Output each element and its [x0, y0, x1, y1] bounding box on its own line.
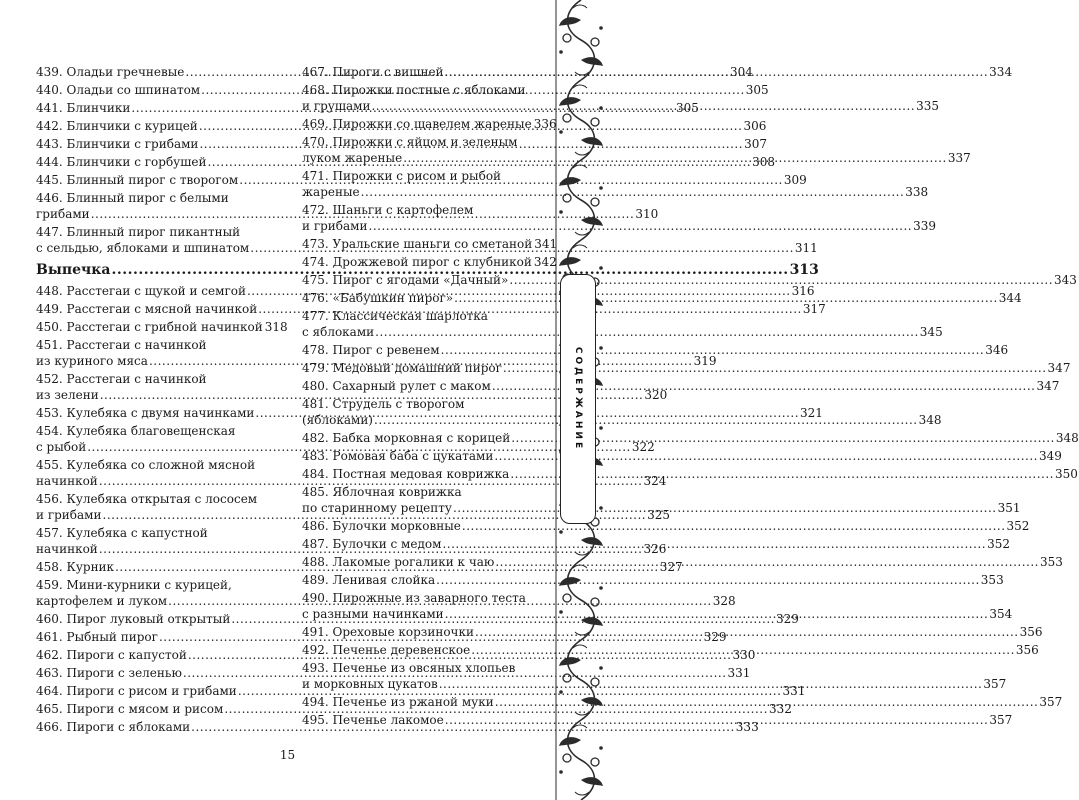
toc-page-number: 305: [676, 101, 699, 115]
toc-page-number: 347: [1047, 361, 1071, 375]
toc-entry-title: и грушами: [302, 99, 371, 113]
toc-entry-title: 457. Кулебяка с капустной: [36, 526, 208, 540]
toc-page-number: 357: [983, 677, 1007, 691]
toc-entry-title: 460. Пирог луковый открытый: [36, 612, 231, 626]
toc-page-number: 309: [783, 173, 807, 187]
toc-entry: [302, 448, 1062, 464]
toc-page-number: 329: [775, 612, 799, 626]
dot-leader: [371, 98, 915, 114]
toc-entry-title: 462. Пироги с капустой: [36, 648, 187, 662]
toc-entry-title: грибами: [36, 207, 90, 221]
toc-entry-title: 465. Пироги с мясом и рисом: [36, 702, 224, 716]
toc-entry-title: 469. Пирожки со щавелем жареные: [302, 117, 532, 131]
toc-entry-title: из зелени: [36, 388, 99, 402]
toc-entry: [302, 572, 1004, 588]
toc-entry-title: и грибами: [36, 508, 102, 522]
toc-page-number: 353: [1039, 555, 1063, 569]
toc-page-number: 335: [916, 99, 940, 113]
toc-entry-title: 490. Пирожные из заварного теста: [302, 591, 526, 605]
toc-page-number: 320: [644, 388, 668, 402]
toc-page-number: 331: [782, 684, 806, 698]
toc-entry-title: 466. Пироги с яблоками: [36, 720, 191, 734]
toc-entry-title: 458. Курник: [36, 560, 115, 574]
toc-entry-title: 461. Рыбный пирог: [36, 630, 158, 644]
toc-entry-title: 447. Блинный пирог пикантный: [36, 225, 241, 239]
toc-entry-title: с разными начинками: [302, 607, 444, 621]
dot-leader: [375, 324, 919, 340]
toc-entry-title: 467. Пироги с вишней: [302, 65, 444, 79]
toc-entry-title: 445. Блинный пирог с творогом: [36, 173, 239, 187]
toc-page-number: 346: [985, 343, 1009, 357]
toc-entry-title: 463. Пироги с зеленью: [36, 666, 182, 680]
toc-page-number: 308: [752, 155, 776, 169]
toc-entry-title: 495. Печенье лакомое: [302, 713, 444, 727]
toc-page-number: 348: [1055, 431, 1079, 445]
dot-leader: [454, 290, 998, 306]
toc-entry-title: (яблоками): [302, 413, 373, 427]
toc-entry-title: 453. Кулебяка с двумя начинками: [36, 406, 255, 420]
toc-entry-title: 473. Уральские шаньги со сметаной: [302, 237, 533, 251]
toc-page-number: 324: [643, 474, 667, 488]
toc-entry-title: с яблоками: [302, 325, 375, 339]
toc-entry-title: 479. Медовый домашний пирог: [302, 361, 502, 375]
toc-entry-title: по старинному рецепту: [302, 501, 452, 515]
toc-page-number: 347: [1036, 379, 1060, 393]
toc-page-number: 352: [987, 537, 1010, 551]
toc-entry-title: 446. Блинный пирог с белыми: [36, 191, 229, 205]
toc-page-number: 322: [631, 440, 655, 454]
toc-entry-title: 452. Расстегаи с начинкой: [36, 372, 207, 386]
toc-entry: [302, 378, 1060, 394]
toc-entry-title: картофелем и луком: [36, 594, 168, 608]
toc-entry-title: 494. Печенье из ржаной муки: [302, 695, 494, 709]
toc-entry: [302, 342, 1009, 358]
toc-page-number: 306: [743, 119, 767, 133]
toc-page-number: 328: [712, 594, 736, 608]
toc-entry-title: 441. Блинчики: [36, 101, 131, 115]
toc-page-number: 357: [1039, 695, 1063, 709]
toc-page-number: 316: [791, 284, 815, 298]
toc-entry-title: 444. Блинчики с горбушей: [36, 155, 207, 169]
toc-entry-title: 485. Яблочная коврижка: [302, 485, 462, 499]
section-side-tab: [560, 274, 596, 524]
toc-entry: [302, 272, 1077, 288]
dot-leader: [445, 606, 989, 622]
toc-page-number: 337: [947, 151, 971, 165]
toc-page-number: 330: [732, 648, 756, 662]
toc-entry: [302, 236, 558, 252]
toc-entry: [36, 319, 286, 335]
toc-page-number: 318: [264, 320, 288, 334]
dot-leader: [442, 536, 986, 552]
toc-entry-title: 482. Бабка морковная с корицей: [302, 431, 511, 445]
toc-page-number: 307: [744, 137, 767, 151]
toc-page-number: 351: [997, 501, 1021, 515]
toc-page-number: 317: [802, 302, 826, 316]
toc-entry-title: 486. Булочки морковные: [302, 519, 461, 533]
toc-entry-title: 443. Блинчики с грибами: [36, 137, 199, 151]
toc-page-number: 339: [913, 219, 937, 233]
toc-page-number: 331: [727, 666, 751, 680]
toc-entry-title: 442. Блинчики с курицей: [36, 119, 198, 133]
toc-page-number: 350: [1054, 467, 1078, 481]
toc-entry-title: 468. Пирожки постные с яблоками: [302, 83, 526, 97]
toc-entry-title: 451. Расстегаи с начинкой: [36, 338, 207, 352]
dot-leader: [374, 412, 918, 428]
dot-leader: [439, 676, 983, 692]
toc-entry-title: 440. Оладьи со шпинатом: [36, 83, 201, 97]
toc-entry-title: и грибами: [302, 219, 368, 233]
toc-entry-title: 484. Постная медовая коврижка: [302, 467, 510, 481]
toc-page-number: 341: [534, 237, 558, 251]
toc-entry-title: 470. Пирожки с яйцом и зеленым: [302, 135, 518, 149]
toc-page-number: 349: [1038, 449, 1062, 463]
toc-page-number: 356: [1015, 643, 1039, 657]
toc-entry-title: 459. Мини-курники с курицей,: [36, 578, 232, 592]
toc-page-number: 342: [533, 255, 557, 269]
toc-entry-title: начинкой: [36, 542, 98, 556]
toc-entry-title: из куриного мяса: [36, 354, 148, 368]
toc-page-number: 333: [735, 720, 759, 734]
toc-entry-title: 491. Ореховые корзиночки: [302, 625, 474, 639]
dot-leader: [361, 184, 905, 200]
toc-entry-title: 481. Струдель с творогом: [302, 397, 465, 411]
toc-entry-title: 477. Классическая шарлотка: [302, 309, 488, 323]
toc-page-number: 321: [800, 406, 823, 420]
toc-page-number: 338: [905, 185, 929, 199]
toc-page-number: 356: [1019, 625, 1043, 639]
side-tab-label: СОДЕРЖАНИЕ: [573, 346, 583, 452]
toc-page-number: 345: [919, 325, 943, 339]
dot-leader: [462, 518, 1006, 534]
toc-entry-title: 455. Кулебяка со сложной мясной: [36, 458, 256, 472]
dot-leader: [369, 218, 913, 234]
toc-page-number: 357: [989, 713, 1013, 727]
toc-page-number: 304: [730, 65, 753, 79]
dot-leader: [445, 712, 989, 728]
toc-entry-title: 489. Ленивая слойка: [302, 573, 436, 587]
toc-entry-title: 471. Пирожки с рисом и рыбой: [302, 169, 502, 183]
toc-entry-title: начинкой: [36, 474, 98, 488]
page-number: 15: [279, 748, 296, 762]
toc-entry-title: 449. Расстегаи с мясной начинкой: [36, 302, 258, 316]
toc-page-number: 354: [989, 607, 1013, 621]
toc-entry: [302, 430, 1079, 446]
toc-entry-title: луком жареные: [302, 151, 403, 165]
toc-entry-title: 450. Расстегаи с грибной начинкой: [36, 320, 263, 334]
toc-entry-title: 483. Ромовая баба с цукатами: [302, 449, 494, 463]
toc-page-number: 310: [635, 207, 659, 221]
toc-entry-title: и морковных цукатов: [302, 677, 438, 691]
toc-entry-title: с рыбой: [36, 440, 87, 454]
toc-entry-title: 464. Пироги с рисом и грибами: [36, 684, 237, 698]
toc-page-number: 329: [703, 630, 727, 644]
toc-entry-title: 478. Пирог с ревенем: [302, 343, 440, 357]
toc-page-number: 348: [918, 413, 942, 427]
toc-entry: [302, 116, 557, 132]
toc-entry-title: жареные: [302, 185, 360, 199]
toc-page-number: 352: [1006, 519, 1030, 533]
toc-page-number: 325: [647, 508, 671, 522]
toc-entry-title: 487. Булочки с медом: [302, 537, 442, 551]
toc-entry-title: Выпечка: [36, 262, 111, 278]
toc-page-number: 327: [659, 560, 683, 574]
toc-entry-title: 472. Шаньги с картофелем: [302, 203, 474, 217]
toc-page-number: 311: [794, 241, 818, 255]
toc-entry-title: 488. Лакомые рогалики к чаю: [302, 555, 495, 569]
toc-entry: [302, 518, 1030, 534]
toc-entry-title: 475. Пирог с ягодами «Дачный»: [302, 273, 509, 287]
toc-entry: [302, 254, 557, 270]
toc-entry-title: 439. Оладьи гречневые: [36, 65, 185, 79]
toc-page-number: 332: [768, 702, 792, 716]
toc-page-number: 319: [693, 354, 717, 368]
toc-page-number: 334: [989, 65, 1013, 79]
toc-entry-title: 492. Печенье деревенское: [302, 643, 471, 657]
toc-page-number: 353: [980, 573, 1004, 587]
toc-entry-title: 474. Дрожжевой пирог с клубникой: [302, 255, 532, 269]
toc-page-number: 313: [789, 262, 819, 278]
dot-leader: [453, 500, 997, 516]
toc-entry-title: с сельдью, яблоками и шпинатом: [36, 241, 250, 255]
toc-page-number: 344: [998, 291, 1022, 305]
dot-leader: [403, 150, 947, 166]
toc-entry-title: 456. Кулебяка открытая с лососем: [36, 492, 258, 506]
toc-entry-title: 480. Сахарный рулет с маком: [302, 379, 491, 393]
toc-page-number: 305: [745, 83, 769, 97]
toc-page-number: 336: [533, 117, 557, 131]
dot-leader: [441, 342, 985, 358]
dot-leader: [436, 572, 980, 588]
toc-page-number: 343: [1054, 273, 1077, 287]
toc-entry-title: 454. Кулебяка благовещенская: [36, 424, 236, 438]
toc-page-number: 326: [643, 542, 667, 556]
dot-leader: [445, 64, 989, 80]
toc-entry-title: 448. Расстегаи с щукой и семгой: [36, 284, 246, 298]
toc-entry-title: 493. Печенье из овсяных хлопьев: [302, 661, 516, 675]
toc-entry-title: 476. «Бабушкин пирог»: [302, 291, 454, 305]
